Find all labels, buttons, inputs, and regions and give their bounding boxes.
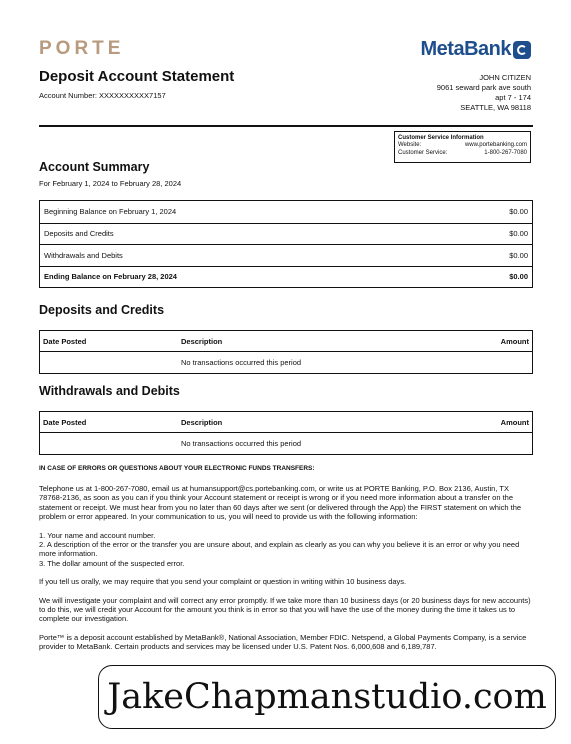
- mailing-address: [437, 73, 531, 113]
- col-description: Description: [181, 336, 223, 346]
- summary-row: [40, 244, 532, 266]
- table-row: [40, 433, 532, 454]
- summary-value: $0.00: [509, 272, 528, 282]
- account-summary-heading: Account Summary: [39, 160, 150, 174]
- cs-phone: 1-800-267-7080: [484, 150, 527, 156]
- cs-website-label: Website:: [398, 142, 422, 148]
- deposits-table-header: [40, 331, 532, 352]
- notice-body: [39, 484, 533, 652]
- col-date-posted: Date Posted: [43, 336, 87, 346]
- summary-row: [40, 201, 532, 223]
- account-number: Account Number: XXXXXXXXXX7157: [39, 91, 166, 100]
- col-description: Description: [181, 417, 223, 427]
- summary-value: $0.00: [509, 207, 528, 217]
- statement-period: For February 1, 2024 to February 28, 2024: [39, 179, 182, 188]
- customer-name: JOHN CITIZEN: [479, 73, 531, 82]
- cs-website-link[interactable]: www.portebanking.com: [464, 142, 527, 148]
- porte-logo: PORTE: [39, 38, 125, 59]
- summary-label: Deposits and Credits: [44, 229, 114, 239]
- metabank-logo: [421, 38, 531, 61]
- summary-value: $0.00: [509, 250, 528, 260]
- empty-message: No transactions occurred this period: [181, 439, 302, 448]
- address-line2: apt 7 - 174: [495, 93, 531, 102]
- summary-label: Withdrawals and Debits: [44, 250, 123, 260]
- disclosure-paragraph: Porte™ is a deposit account established by MetaBank®, National Association, Member FDIC. Netspend, a Global Payments Company, is a service provider to MetaBank. Certain products and services may be licensed under U.S. Patent Nos. 6,000,608 and 6,189,787.: [39, 632, 527, 652]
- notice-list-item: 3. The dollar amount of the suspected error.: [39, 558, 185, 568]
- deposits-heading: Deposits and Credits: [39, 303, 165, 317]
- col-amount: Amount: [500, 417, 529, 427]
- watermark-banner: JakeChapmanstudio.com: [98, 665, 556, 729]
- customer-service-box: [394, 131, 531, 163]
- page-title: Deposit Account Statement: [39, 68, 235, 85]
- empty-message: No transactions occurred this period: [181, 358, 302, 367]
- withdrawals-table-header: [40, 412, 532, 433]
- notice-list-item: 1. Your name and account number.: [39, 530, 156, 540]
- notice-heading: IN CASE OF ERRORS OR QUESTIONS ABOUT YOUR ELECTRONIC FUNDS TRANSFERS:: [39, 465, 315, 472]
- address-line1: 9061 seward park ave south: [436, 83, 531, 92]
- col-amount: Amount: [500, 336, 529, 346]
- summary-value: $0.00: [509, 229, 528, 239]
- col-date-posted: Date Posted: [43, 417, 87, 427]
- table-row: [40, 352, 532, 373]
- account-summary-table: [39, 200, 533, 288]
- metabank-logo-text: MetaBank: [420, 38, 511, 60]
- notice-paragraph: If you tell us orally, we may require that you send your complaint or question in writing within 10 business days.: [39, 577, 407, 587]
- header-divider: [39, 125, 533, 127]
- summary-row-ending-balance: [40, 266, 532, 288]
- notice-list-item: 2. A description of the error or the transfer you are unsure about, and explain as clearly as you can why you believe it is an error or why you need more information.: [39, 540, 520, 559]
- notice-paragraph: We will investigate your complaint and will correct any error promptly. If we take more than 10 business days (or 20 business days for new accounts) to do this, we will credit your Account for the amount you think is in error so that you will have the use of the money during the time it takes us to complete our investigation.: [39, 595, 531, 624]
- summary-label: Ending Balance on February 28, 2024: [44, 272, 177, 282]
- address-city: SEATTLE, WA 98118: [460, 103, 531, 112]
- withdrawals-table: [39, 411, 533, 455]
- withdrawals-heading: Withdrawals and Debits: [39, 384, 180, 398]
- cs-title: Customer Service Information: [398, 135, 484, 141]
- deposits-table: [39, 330, 533, 374]
- metabank-mark-icon: [513, 41, 531, 59]
- notice-paragraph: Telephone us at 1-800-267-7080, email us at humansupport@cs.portebanking.com, or write us at PORTE Banking, P.O. Box 2136, Austin, TX 78768-2136, as soon as you can if you think your Account statement or receipt is wrong or if you need more information about a transfer on the statement or receipt. We must hear from you no later than 60 days after we sent (or delivered through the App) the FIRST statement on which the problem or error appeared. In your communication to us, you will need to provide us with the following information:: [39, 484, 522, 522]
- summary-label: Beginning Balance on February 1, 2024: [44, 207, 177, 217]
- summary-row: [40, 223, 532, 245]
- cs-phone-label: Customer Service:: [398, 150, 448, 156]
